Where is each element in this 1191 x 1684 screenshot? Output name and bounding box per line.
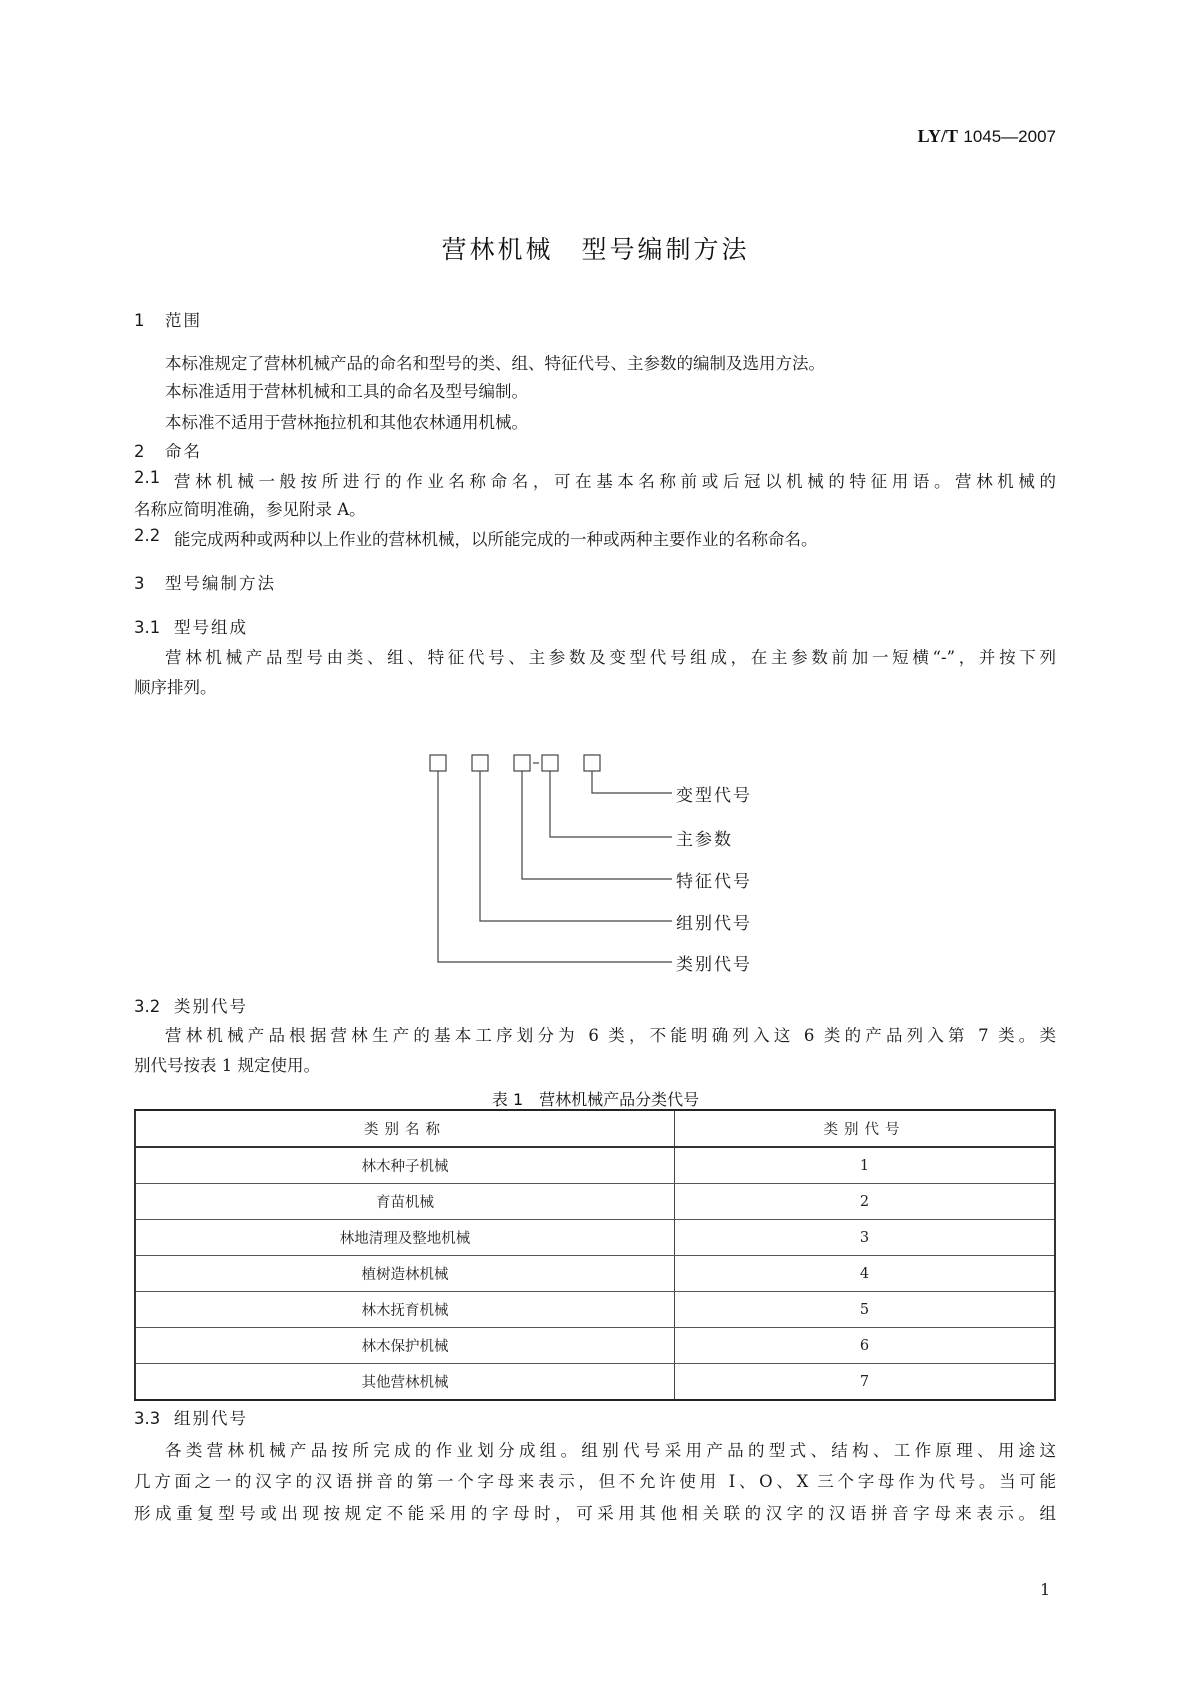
- cell-name: 其他营林机械: [135, 1364, 675, 1401]
- section-number: 2.1: [134, 468, 161, 487]
- header-category-name: 类别名称: [135, 1110, 675, 1147]
- table-caption: 表 1 营林机械产品分类代号: [491, 1090, 700, 1109]
- paragraph: 本标准适用于营林机械和工具的命名及型号编制。: [165, 382, 528, 401]
- standard-code: [0, 126, 1056, 147]
- section-3-heading: [134, 570, 276, 594]
- section-3-1-heading: [134, 614, 248, 638]
- paragraph-line: 形成重复型号或出现按规定不能采用的字母时，可采用其他相关联的汉字的汉语拼音字母来表示。组: [134, 1504, 1056, 1523]
- paragraph-line: 别代号按表 1 规定使用。: [134, 1056, 320, 1075]
- cell-code: 6: [675, 1328, 1055, 1364]
- table-row: [135, 1184, 1055, 1220]
- table-row: [135, 1364, 1055, 1401]
- section-1-heading: [134, 307, 202, 331]
- cell-code: 1: [675, 1147, 1055, 1184]
- standard-prefix: LY/T: [917, 126, 958, 146]
- section-number: 2: [134, 442, 145, 461]
- paragraph-line: 营林机械一般按所进行的作业名称命名，可在基本名称前或后冠以机械的特征用语。营林机械的: [174, 472, 1056, 491]
- box-feature: [514, 755, 530, 771]
- document-title: 营林机械 型号编制方法: [441, 235, 750, 264]
- section-number: 1: [134, 311, 145, 330]
- model-structure-diagram: [420, 750, 800, 980]
- header-category-code: 类别代号: [675, 1110, 1055, 1147]
- classification-table: [134, 1109, 1056, 1401]
- cell-name: 林木种子机械: [135, 1147, 675, 1184]
- cell-name: 植树造林机械: [135, 1256, 675, 1292]
- table-row: [135, 1328, 1055, 1364]
- paragraph-line: 能完成两种或两种以上作业的营林机械，以所能完成的一种或两种主要作业的名称命名。: [174, 530, 818, 549]
- box-variant: [584, 755, 600, 771]
- section-number: 3.1: [134, 618, 161, 637]
- cell-name: 林地清理及整地机械: [135, 1220, 675, 1256]
- page-number: 1: [1040, 1580, 1051, 1599]
- cell-name: 林木保护机械: [135, 1328, 675, 1364]
- section-title: 型号编制方法: [165, 574, 276, 593]
- section-2-2: [134, 526, 174, 545]
- table-row: [135, 1220, 1055, 1256]
- cell-code: 7: [675, 1364, 1055, 1401]
- paragraph-line: 营林机械产品型号由类、组、特征代号、主参数及变型代号组成，在主参数前加一短横“-”，并按下列: [165, 648, 1056, 667]
- paragraph-line: 营林机械产品根据营林生产的基本工序划分为 6 类，不能明确列入这 6 类的产品列入第 7 类。类: [165, 1026, 1056, 1045]
- table-row: [135, 1147, 1055, 1184]
- section-2-heading: [134, 438, 202, 462]
- section-3-2-heading: [134, 993, 248, 1017]
- section-3-3-heading: [134, 1405, 248, 1429]
- label-feature-code: 特征代号: [676, 872, 752, 892]
- section-number: 2.2: [134, 526, 161, 545]
- cell-code: 5: [675, 1292, 1055, 1328]
- cell-name: 育苗机械: [135, 1184, 675, 1220]
- section-title: 型号组成: [174, 618, 248, 637]
- section-2-1: [134, 468, 174, 487]
- cell-code: 2: [675, 1184, 1055, 1220]
- table-header-row: [135, 1110, 1055, 1147]
- cell-code: 3: [675, 1220, 1055, 1256]
- paragraph: 本标准不适用于营林拖拉机和其他农林通用机械。: [165, 413, 528, 432]
- cell-code: 4: [675, 1256, 1055, 1292]
- box-group: [472, 755, 488, 771]
- section-title: 命名: [165, 442, 202, 461]
- paragraph: 本标准规定了营林机械产品的命名和型号的类、组、特征代号、主参数的编制及选用方法。: [165, 354, 825, 373]
- table-row: [135, 1292, 1055, 1328]
- section-title: 类别代号: [174, 997, 248, 1016]
- label-category-code: 类别代号: [676, 955, 752, 975]
- paragraph-line: 各类营林机械产品按所完成的作业划分成组。组别代号采用产品的型式、结构、工作原理、用途这: [165, 1441, 1056, 1460]
- table-row: [135, 1256, 1055, 1292]
- cell-name: 林木抚育机械: [135, 1292, 675, 1328]
- label-main-parameter: 主参数: [676, 830, 733, 850]
- section-number: 3.2: [134, 997, 161, 1016]
- box-main-param: [542, 755, 558, 771]
- section-number: 3.3: [134, 1409, 161, 1428]
- paragraph-line: 名称应简明准确，参见附录 A。: [134, 500, 366, 519]
- section-number: 3: [134, 574, 145, 593]
- standard-number: 1045—2007: [963, 127, 1056, 146]
- box-category: [430, 755, 446, 771]
- label-variant-code: 变型代号: [676, 786, 752, 806]
- section-title: 范围: [165, 311, 202, 330]
- paragraph-line: 几方面之一的汉字的汉语拼音的第一个字母来表示，但不允许使用 I、O、X 三个字母作为代号。当可能: [134, 1472, 1056, 1491]
- paragraph-line: 顺序排列。: [134, 678, 217, 697]
- label-group-code: 组别代号: [676, 914, 752, 934]
- section-title: 组别代号: [174, 1409, 248, 1428]
